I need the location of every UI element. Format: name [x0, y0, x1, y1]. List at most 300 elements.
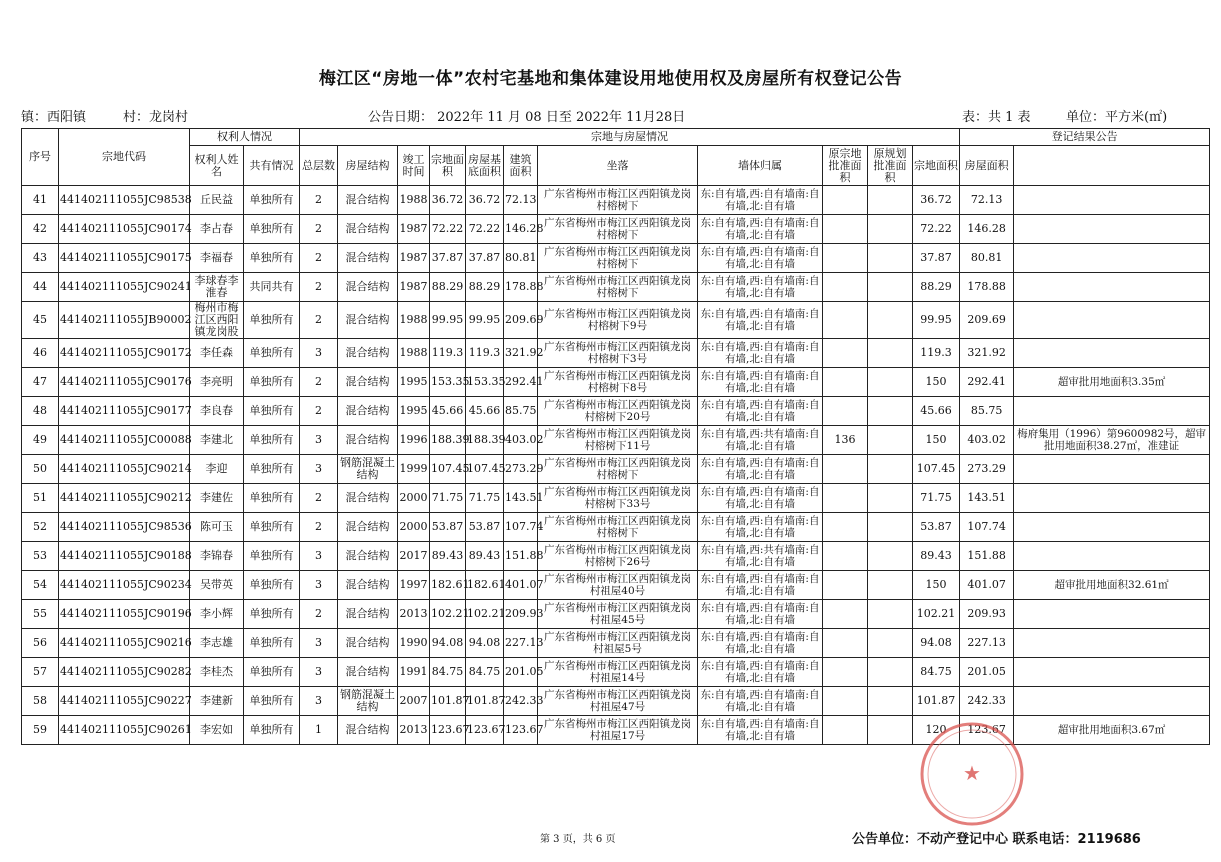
- header-floors: 总层数: [300, 146, 338, 186]
- build-area-cell: 80.81: [504, 244, 538, 273]
- result-land-cell: 99.95: [913, 302, 960, 339]
- land-area-cell: 89.43: [430, 542, 466, 571]
- location-cell: 广东省梅州市梅江区西阳镇龙岗村祖屋17号: [538, 716, 698, 745]
- result-land-cell: 94.08: [913, 629, 960, 658]
- floors-cell: 1: [300, 716, 338, 745]
- build-area-cell: 85.75: [504, 397, 538, 426]
- town-label: 镇：西阳镇: [21, 110, 87, 125]
- result-land-cell: 53.87: [913, 513, 960, 542]
- base-area-cell: 84.75: [466, 658, 504, 687]
- wall-cell: 东:自有墙,西:共有墙南:自有墙,北:自有墙: [698, 426, 823, 455]
- name-cell: 吴带英: [190, 571, 244, 600]
- build-area-cell: 321.92: [504, 339, 538, 368]
- base-area-cell: 45.66: [466, 397, 504, 426]
- name-cell: 陈可玉: [190, 513, 244, 542]
- land-area-cell: 45.66: [430, 397, 466, 426]
- result-house-cell: 201.05: [960, 658, 1014, 687]
- land-area-cell: 71.75: [430, 484, 466, 513]
- base-area-cell: 188.39: [466, 426, 504, 455]
- wall-cell: 东:自有墙,西:自有墙南:自有墙,北:自有墙: [698, 302, 823, 339]
- land-area-cell: 84.75: [430, 658, 466, 687]
- structure-cell: 钢筋混凝土结构: [338, 687, 398, 716]
- table-row: [22, 542, 1210, 571]
- share-cell: 单独所有: [244, 186, 300, 215]
- structure-cell: 混合结构: [338, 484, 398, 513]
- name-cell: 李小辉: [190, 600, 244, 629]
- floors-cell: 3: [300, 542, 338, 571]
- plan-area-cell: [868, 687, 913, 716]
- wall-cell: 东:自有墙,西:自有墙南:自有墙,北:自有墙: [698, 339, 823, 368]
- year-cell: 1987: [398, 244, 430, 273]
- orig-area-cell: [823, 302, 868, 339]
- header-land-group: 宗地与房屋情况: [300, 129, 960, 146]
- base-area-cell: 99.95: [466, 302, 504, 339]
- orig-area-cell: [823, 716, 868, 745]
- result-house-cell: 85.75: [960, 397, 1014, 426]
- build-area-cell: 401.07: [504, 571, 538, 600]
- wall-cell: 东:自有墙,西:自有墙南:自有墙,北:自有墙: [698, 273, 823, 302]
- floors-cell: 3: [300, 571, 338, 600]
- seq-cell: 46: [22, 339, 59, 368]
- plan-area-cell: [868, 368, 913, 397]
- plan-area-cell: [868, 186, 913, 215]
- year-cell: 1987: [398, 215, 430, 244]
- location-cell: 广东省梅州市梅江区西阳镇龙岗村榕树下: [538, 273, 698, 302]
- structure-cell: 混合结构: [338, 542, 398, 571]
- note-cell: [1014, 186, 1210, 215]
- wall-cell: 东:自有墙,西:自有墙南:自有墙,北:自有墙: [698, 629, 823, 658]
- result-land-cell: 84.75: [913, 658, 960, 687]
- land-area-cell: 153.35: [430, 368, 466, 397]
- result-house-cell: 80.81: [960, 244, 1014, 273]
- year-cell: 1995: [398, 368, 430, 397]
- base-area-cell: 182.61: [466, 571, 504, 600]
- floors-cell: 3: [300, 629, 338, 658]
- orig-area-cell: [823, 513, 868, 542]
- registration-table: [21, 128, 1210, 745]
- location-cell: 广东省梅州市梅江区西阳镇龙岗村榕树下8号: [538, 368, 698, 397]
- table-row: [22, 273, 1210, 302]
- table-row: [22, 302, 1210, 339]
- year-cell: 1997: [398, 571, 430, 600]
- orig-area-cell: [823, 244, 868, 273]
- plan-area-cell: [868, 571, 913, 600]
- wall-cell: 东:自有墙,西:自有墙南:自有墙,北:自有墙: [698, 687, 823, 716]
- share-cell: 单独所有: [244, 397, 300, 426]
- orig-area-cell: [823, 339, 868, 368]
- land-area-cell: 119.3: [430, 339, 466, 368]
- plan-area-cell: [868, 658, 913, 687]
- location-cell: 广东省梅州市梅江区西阳镇龙岗村榕树下33号: [538, 484, 698, 513]
- result-land-cell: 150: [913, 571, 960, 600]
- name-cell: 李建佐: [190, 484, 244, 513]
- floors-cell: 3: [300, 687, 338, 716]
- header-share: 共有情况: [244, 146, 300, 186]
- header-wall: 墙体归属: [698, 146, 823, 186]
- orig-area-cell: [823, 571, 868, 600]
- year-cell: 1995: [398, 397, 430, 426]
- name-cell: 李建北: [190, 426, 244, 455]
- result-house-cell: 123.67: [960, 716, 1014, 745]
- seq-cell: 54: [22, 571, 59, 600]
- wall-cell: 东:自有墙,西:自有墙南:自有墙,北:自有墙: [698, 600, 823, 629]
- code-cell: 441402111055JC90282: [59, 658, 190, 687]
- base-area-cell: 53.87: [466, 513, 504, 542]
- floors-cell: 3: [300, 339, 338, 368]
- build-area-cell: 146.28: [504, 215, 538, 244]
- land-area-cell: 53.87: [430, 513, 466, 542]
- code-cell: 441402111055JC98536: [59, 513, 190, 542]
- location-cell: 广东省梅州市梅江区西阳镇龙岗村榕树下11号: [538, 426, 698, 455]
- village-label: 村：龙岗村: [123, 110, 189, 125]
- land-area-cell: 99.95: [430, 302, 466, 339]
- name-cell: 李志雄: [190, 629, 244, 658]
- code-cell: 441402111055JC90176: [59, 368, 190, 397]
- table-row: [22, 513, 1210, 542]
- name-cell: 李锦春: [190, 542, 244, 571]
- header-rights-group: 权利人情况: [190, 129, 300, 146]
- structure-cell: 混合结构: [338, 244, 398, 273]
- wall-cell: 东:自有墙,西:自有墙南:自有墙,北:自有墙: [698, 244, 823, 273]
- land-area-cell: 182.61: [430, 571, 466, 600]
- code-cell: 441402111055JC98538: [59, 186, 190, 215]
- seq-cell: 52: [22, 513, 59, 542]
- wall-cell: 东:自有墙,西:自有墙南:自有墙,北:自有墙: [698, 186, 823, 215]
- year-cell: 1988: [398, 339, 430, 368]
- wall-cell: 东:自有墙,西:共有墙南:自有墙,北:自有墙: [698, 542, 823, 571]
- wall-cell: 东:自有墙,西:自有墙南:自有墙,北:自有墙: [698, 455, 823, 484]
- build-area-cell: 209.93: [504, 600, 538, 629]
- location-cell: 广东省梅州市梅江区西阳镇龙岗村祖屋5号: [538, 629, 698, 658]
- note-cell: [1014, 629, 1210, 658]
- result-land-cell: 37.87: [913, 244, 960, 273]
- share-cell: 单独所有: [244, 455, 300, 484]
- share-cell: 单独所有: [244, 571, 300, 600]
- result-land-cell: 107.45: [913, 455, 960, 484]
- code-cell: 441402111055JC90227: [59, 687, 190, 716]
- table-row: [22, 658, 1210, 687]
- base-area-cell: 107.45: [466, 455, 504, 484]
- note-cell: [1014, 339, 1210, 368]
- structure-cell: 混合结构: [338, 186, 398, 215]
- share-cell: 单独所有: [244, 368, 300, 397]
- note-cell: [1014, 302, 1210, 339]
- result-house-cell: 209.69: [960, 302, 1014, 339]
- plan-area-cell: [868, 542, 913, 571]
- notice-date: 公告日期： 2022年 11 月 08 日至 2022年 11月28日: [368, 110, 686, 125]
- floors-cell: 2: [300, 302, 338, 339]
- note-cell: [1014, 600, 1210, 629]
- base-area-cell: 72.22: [466, 215, 504, 244]
- result-house-cell: 209.93: [960, 600, 1014, 629]
- name-cell: 李良春: [190, 397, 244, 426]
- result-land-cell: 102.21: [913, 600, 960, 629]
- note-cell: 梅府集用（1996）第9600982号，超审批用地面积38.27㎡，准建证: [1014, 426, 1210, 455]
- build-area-cell: 178.88: [504, 273, 538, 302]
- plan-area-cell: [868, 600, 913, 629]
- code-cell: 441402111055JC90177: [59, 397, 190, 426]
- structure-cell: 混合结构: [338, 658, 398, 687]
- seq-cell: 59: [22, 716, 59, 745]
- orig-area-cell: [823, 273, 868, 302]
- share-cell: 单独所有: [244, 484, 300, 513]
- note-cell: 超审批用地面积32.61㎡: [1014, 571, 1210, 600]
- share-cell: 单独所有: [244, 513, 300, 542]
- plan-area-cell: [868, 244, 913, 273]
- wall-cell: 东:自有墙,西:自有墙南:自有墙,北:自有墙: [698, 484, 823, 513]
- share-cell: 单独所有: [244, 542, 300, 571]
- name-cell: 李任森: [190, 339, 244, 368]
- build-area-cell: 151.88: [504, 542, 538, 571]
- code-cell: 441402111055JC90212: [59, 484, 190, 513]
- floors-cell: 2: [300, 513, 338, 542]
- result-land-cell: 150: [913, 368, 960, 397]
- structure-cell: 混合结构: [338, 513, 398, 542]
- land-area-cell: 94.08: [430, 629, 466, 658]
- location-cell: 广东省梅州市梅江区西阳镇龙岗村榕树下9号: [538, 302, 698, 339]
- location-cell: 广东省梅州市梅江区西阳镇龙岗村榕树下: [538, 186, 698, 215]
- header-result-house: 房屋面积: [960, 146, 1014, 186]
- floors-cell: 2: [300, 397, 338, 426]
- floors-cell: 2: [300, 273, 338, 302]
- result-land-cell: 120: [913, 716, 960, 745]
- seq-cell: 47: [22, 368, 59, 397]
- build-area-cell: 72.13: [504, 186, 538, 215]
- table-row: [22, 600, 1210, 629]
- header-structure: 房屋结构: [338, 146, 398, 186]
- header-plan-area: 原规划批准面积: [868, 146, 913, 186]
- seq-cell: 57: [22, 658, 59, 687]
- wall-cell: 东:自有墙,西:自有墙南:自有墙,北:自有墙: [698, 368, 823, 397]
- header-build-area: 建筑面积: [504, 146, 538, 186]
- result-house-cell: 143.51: [960, 484, 1014, 513]
- table-row: [22, 397, 1210, 426]
- plan-area-cell: [868, 273, 913, 302]
- result-house-cell: 107.74: [960, 513, 1014, 542]
- share-cell: 单独所有: [244, 302, 300, 339]
- unit-label: 单位：平方米(㎡): [1066, 110, 1168, 125]
- result-house-cell: 292.41: [960, 368, 1014, 397]
- location-cell: 广东省梅州市梅江区西阳镇龙岗村榕树下: [538, 513, 698, 542]
- floors-cell: 2: [300, 600, 338, 629]
- structure-cell: 混合结构: [338, 273, 398, 302]
- build-area-cell: 242.33: [504, 687, 538, 716]
- location-cell: 广东省梅州市梅江区西阳镇龙岗村祖屋47号: [538, 687, 698, 716]
- structure-cell: 混合结构: [338, 716, 398, 745]
- plan-area-cell: [868, 426, 913, 455]
- code-cell: 441402111055JC90261: [59, 716, 190, 745]
- table-row: [22, 687, 1210, 716]
- note-cell: [1014, 658, 1210, 687]
- location-cell: 广东省梅州市梅江区西阳镇龙岗村榕树下: [538, 455, 698, 484]
- wall-cell: 东:自有墙,西:自有墙南:自有墙,北:自有墙: [698, 215, 823, 244]
- share-cell: 单独所有: [244, 658, 300, 687]
- build-area-cell: 227.13: [504, 629, 538, 658]
- name-cell: 李迎: [190, 455, 244, 484]
- floors-cell: 2: [300, 186, 338, 215]
- result-house-cell: 151.88: [960, 542, 1014, 571]
- floors-cell: 2: [300, 244, 338, 273]
- share-cell: 单独所有: [244, 215, 300, 244]
- build-area-cell: 143.51: [504, 484, 538, 513]
- note-cell: [1014, 273, 1210, 302]
- year-cell: 1988: [398, 186, 430, 215]
- code-cell: 441402111055JC90174: [59, 215, 190, 244]
- result-land-cell: 89.43: [913, 542, 960, 571]
- share-cell: 单独所有: [244, 687, 300, 716]
- table-row: [22, 339, 1210, 368]
- orig-area-cell: [823, 186, 868, 215]
- sheet-count: 表：共 1 表: [962, 110, 1031, 125]
- plan-area-cell: [868, 215, 913, 244]
- code-cell: 441402111055JB90002: [59, 302, 190, 339]
- orig-area-cell: [823, 629, 868, 658]
- notice-title: 梅江区“房地一体”农村宅基地和集体建设用地使用权及房屋所有权登记公告: [318, 69, 903, 89]
- footer-unit: 公告单位：不动产登记中心 联系电话：2119686: [852, 832, 1141, 847]
- result-land-cell: 72.22: [913, 215, 960, 244]
- share-cell: 单独所有: [244, 629, 300, 658]
- code-cell: 441402111055JC90241: [59, 273, 190, 302]
- year-cell: 1996: [398, 426, 430, 455]
- share-cell: 单独所有: [244, 339, 300, 368]
- land-area-cell: 37.87: [430, 244, 466, 273]
- base-area-cell: 88.29: [466, 273, 504, 302]
- seq-cell: 51: [22, 484, 59, 513]
- floors-cell: 2: [300, 368, 338, 397]
- location-cell: 广东省梅州市梅江区西阳镇龙岗村榕树下: [538, 244, 698, 273]
- orig-area-cell: [823, 542, 868, 571]
- seq-cell: 58: [22, 687, 59, 716]
- plan-area-cell: [868, 302, 913, 339]
- table-row: [22, 368, 1210, 397]
- code-cell: 441402111055JC90216: [59, 629, 190, 658]
- plan-area-cell: [868, 455, 913, 484]
- floors-cell: 3: [300, 426, 338, 455]
- base-area-cell: 37.87: [466, 244, 504, 273]
- structure-cell: 混合结构: [338, 339, 398, 368]
- build-area-cell: 201.05: [504, 658, 538, 687]
- note-cell: 超审批用地面积3.35㎡: [1014, 368, 1210, 397]
- table-row: [22, 244, 1210, 273]
- land-area-cell: 88.29: [430, 273, 466, 302]
- note-cell: [1014, 215, 1210, 244]
- build-area-cell: 292.41: [504, 368, 538, 397]
- header-name: 权利人姓名: [190, 146, 244, 186]
- base-area-cell: 153.35: [466, 368, 504, 397]
- result-house-cell: 401.07: [960, 571, 1014, 600]
- year-cell: 1990: [398, 629, 430, 658]
- table-row: [22, 426, 1210, 455]
- result-house-cell: 273.29: [960, 455, 1014, 484]
- note-cell: [1014, 397, 1210, 426]
- year-cell: 2017: [398, 542, 430, 571]
- land-area-cell: 72.22: [430, 215, 466, 244]
- header-seq: 序号: [22, 129, 59, 186]
- structure-cell: 混合结构: [338, 629, 398, 658]
- result-house-cell: 242.33: [960, 687, 1014, 716]
- year-cell: 1988: [398, 302, 430, 339]
- structure-cell: 混合结构: [338, 368, 398, 397]
- structure-cell: 混合结构: [338, 571, 398, 600]
- note-cell: [1014, 542, 1210, 571]
- seq-cell: 49: [22, 426, 59, 455]
- location-cell: 广东省梅州市梅江区西阳镇龙岗村祖屋45号: [538, 600, 698, 629]
- orig-area-cell: [823, 397, 868, 426]
- header-base-area: 房屋基底面积: [466, 146, 504, 186]
- year-cell: 1999: [398, 455, 430, 484]
- build-area-cell: 273.29: [504, 455, 538, 484]
- year-cell: 2000: [398, 484, 430, 513]
- orig-area-cell: [823, 455, 868, 484]
- seq-cell: 53: [22, 542, 59, 571]
- name-cell: 李球春李淮春: [190, 273, 244, 302]
- result-house-cell: 321.92: [960, 339, 1014, 368]
- note-cell: 超审批用地面积3.67㎡: [1014, 716, 1210, 745]
- build-area-cell: 403.02: [504, 426, 538, 455]
- structure-cell: 混合结构: [338, 302, 398, 339]
- name-cell: 李亮明: [190, 368, 244, 397]
- base-area-cell: 89.43: [466, 542, 504, 571]
- note-cell: [1014, 455, 1210, 484]
- result-land-cell: 71.75: [913, 484, 960, 513]
- result-land-cell: 150: [913, 426, 960, 455]
- plan-area-cell: [868, 397, 913, 426]
- base-area-cell: 71.75: [466, 484, 504, 513]
- seq-cell: 44: [22, 273, 59, 302]
- base-area-cell: 123.67: [466, 716, 504, 745]
- location-cell: 广东省梅州市梅江区西阳镇龙岗村祖屋14号: [538, 658, 698, 687]
- location-cell: 广东省梅州市梅江区西阳镇龙岗村祖屋40号: [538, 571, 698, 600]
- wall-cell: 东:自有墙,西:自有墙南:自有墙,北:自有墙: [698, 571, 823, 600]
- result-land-cell: 88.29: [913, 273, 960, 302]
- floors-cell: 2: [300, 484, 338, 513]
- result-house-cell: 227.13: [960, 629, 1014, 658]
- floors-cell: 2: [300, 215, 338, 244]
- location-cell: 广东省梅州市梅江区西阳镇龙岗村榕树下3号: [538, 339, 698, 368]
- location-cell: 广东省梅州市梅江区西阳镇龙岗村榕树下26号: [538, 542, 698, 571]
- name-cell: 李占春: [190, 215, 244, 244]
- table-row: [22, 186, 1210, 215]
- code-cell: 441402111055JC90188: [59, 542, 190, 571]
- note-cell: [1014, 513, 1210, 542]
- header-land-area: 宗地面积: [430, 146, 466, 186]
- year-cell: 2007: [398, 687, 430, 716]
- seq-cell: 41: [22, 186, 59, 215]
- note-cell: [1014, 687, 1210, 716]
- share-cell: 单独所有: [244, 716, 300, 745]
- wall-cell: 东:自有墙,西:自有墙南:自有墙,北:自有墙: [698, 397, 823, 426]
- year-cell: 2000: [398, 513, 430, 542]
- build-area-cell: 107.74: [504, 513, 538, 542]
- result-land-cell: 119.3: [913, 339, 960, 368]
- name-cell: 李宏如: [190, 716, 244, 745]
- name-cell: 李桂杰: [190, 658, 244, 687]
- seq-cell: 55: [22, 600, 59, 629]
- code-cell: 441402111055JC00088: [59, 426, 190, 455]
- year-cell: 2013: [398, 716, 430, 745]
- header-result-land: 宗地面积: [913, 146, 960, 186]
- result-house-cell: 178.88: [960, 273, 1014, 302]
- code-cell: 441402111055JC90196: [59, 600, 190, 629]
- result-house-cell: 403.02: [960, 426, 1014, 455]
- wall-cell: 东:自有墙,西:自有墙南:自有墙,北:自有墙: [698, 716, 823, 745]
- note-cell: [1014, 484, 1210, 513]
- code-cell: 441402111055JC90214: [59, 455, 190, 484]
- structure-cell: 混合结构: [338, 397, 398, 426]
- floors-cell: 3: [300, 658, 338, 687]
- plan-area-cell: [868, 339, 913, 368]
- year-cell: 1991: [398, 658, 430, 687]
